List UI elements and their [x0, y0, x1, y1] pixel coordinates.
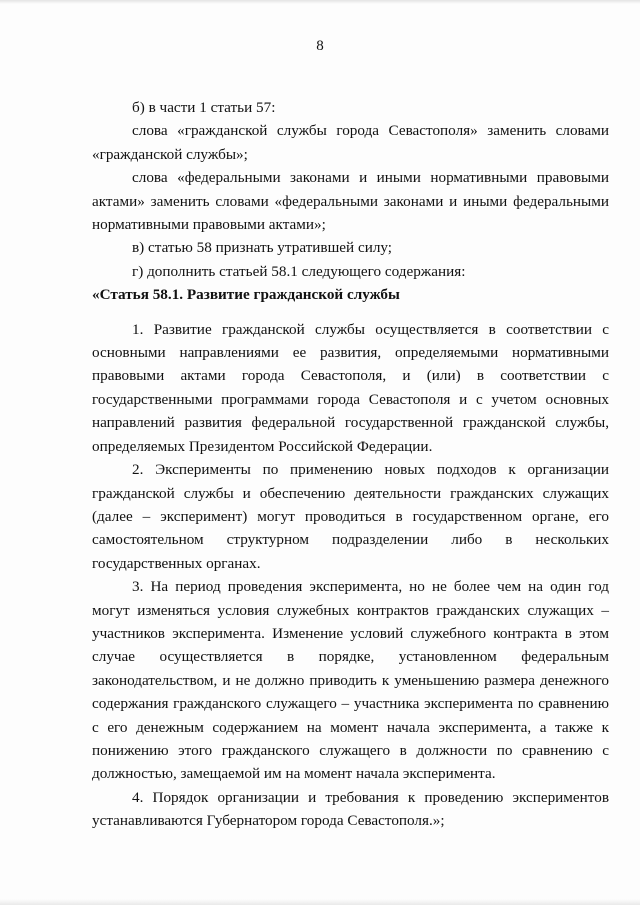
article-item-2: 2. Эксперименты по применению новых подходов к организации гражданской службы и обеспечению деятельности гражданских служащих (далее – эксперимент) могут проводиться в государственном органе, его самостоятельном структурном подразделении либо в нескольких государственных органах.: [92, 461, 609, 572]
article-heading: «Статья 58.1. Развитие гражданской службы: [92, 286, 400, 304]
paragraph-words-federal-laws: слова «федеральными законами и иными нормативными правовыми актами» заменить словами «федеральными законами и иными федеральными нормативными правовыми актами»;: [92, 169, 609, 234]
article-item-3: 3. На период проведения эксперимента, но не более чем на один год могут изменяться условия служебных контрактов гражданских служащих – участников эксперимента. Изменение условий служебного контракта в этом случае осуществляется в порядке, установленном федеральным законодательством, и не должно приводить к уменьшению размера денежного содержания гражданского служащего – участника эксперимента по сравнению с его денежным содержанием на момент начала эксперимента, а также к понижению этого гражданского служащего в должности по сравнению с должностью, замещаемой им на момент начала эксперимента.: [92, 578, 609, 783]
paragraph-amendment-d: г) дополнить статьей 58.1 следующего содержания:: [132, 262, 466, 280]
article-item-1: 1. Развитие гражданской службы осуществляется в соответствии с основными направлениями ее развития, определяемыми нормативными правовыми актами города Севастополя, и (или) в соответствии с государственными программами города Севастополя и с учетом основных направлений развития федеральной государственной гражданской службы, определяемых Президентом Российской Федерации.: [92, 320, 609, 455]
heading-spacer: [92, 307, 609, 318]
scan-bottom-edge: [0, 899, 640, 905]
page-number: 8: [316, 38, 324, 54]
paragraph-amendment-c: в) статью 58 признать утратившей силу;: [132, 239, 393, 257]
document-body: [92, 96, 609, 833]
scan-top-edge: [0, 0, 640, 4]
article-item-4: 4. Порядок организации и требования к проведению экспериментов устанавливаются Губернатором города Севастополя.»;: [92, 788, 609, 830]
paragraph-words-civil-service: слова «гражданской службы города Севастополя» заменить словами «гражданской службы»;: [92, 122, 609, 163]
paragraph-amendment-b: б) в части 1 статьи 57:: [132, 99, 276, 116]
